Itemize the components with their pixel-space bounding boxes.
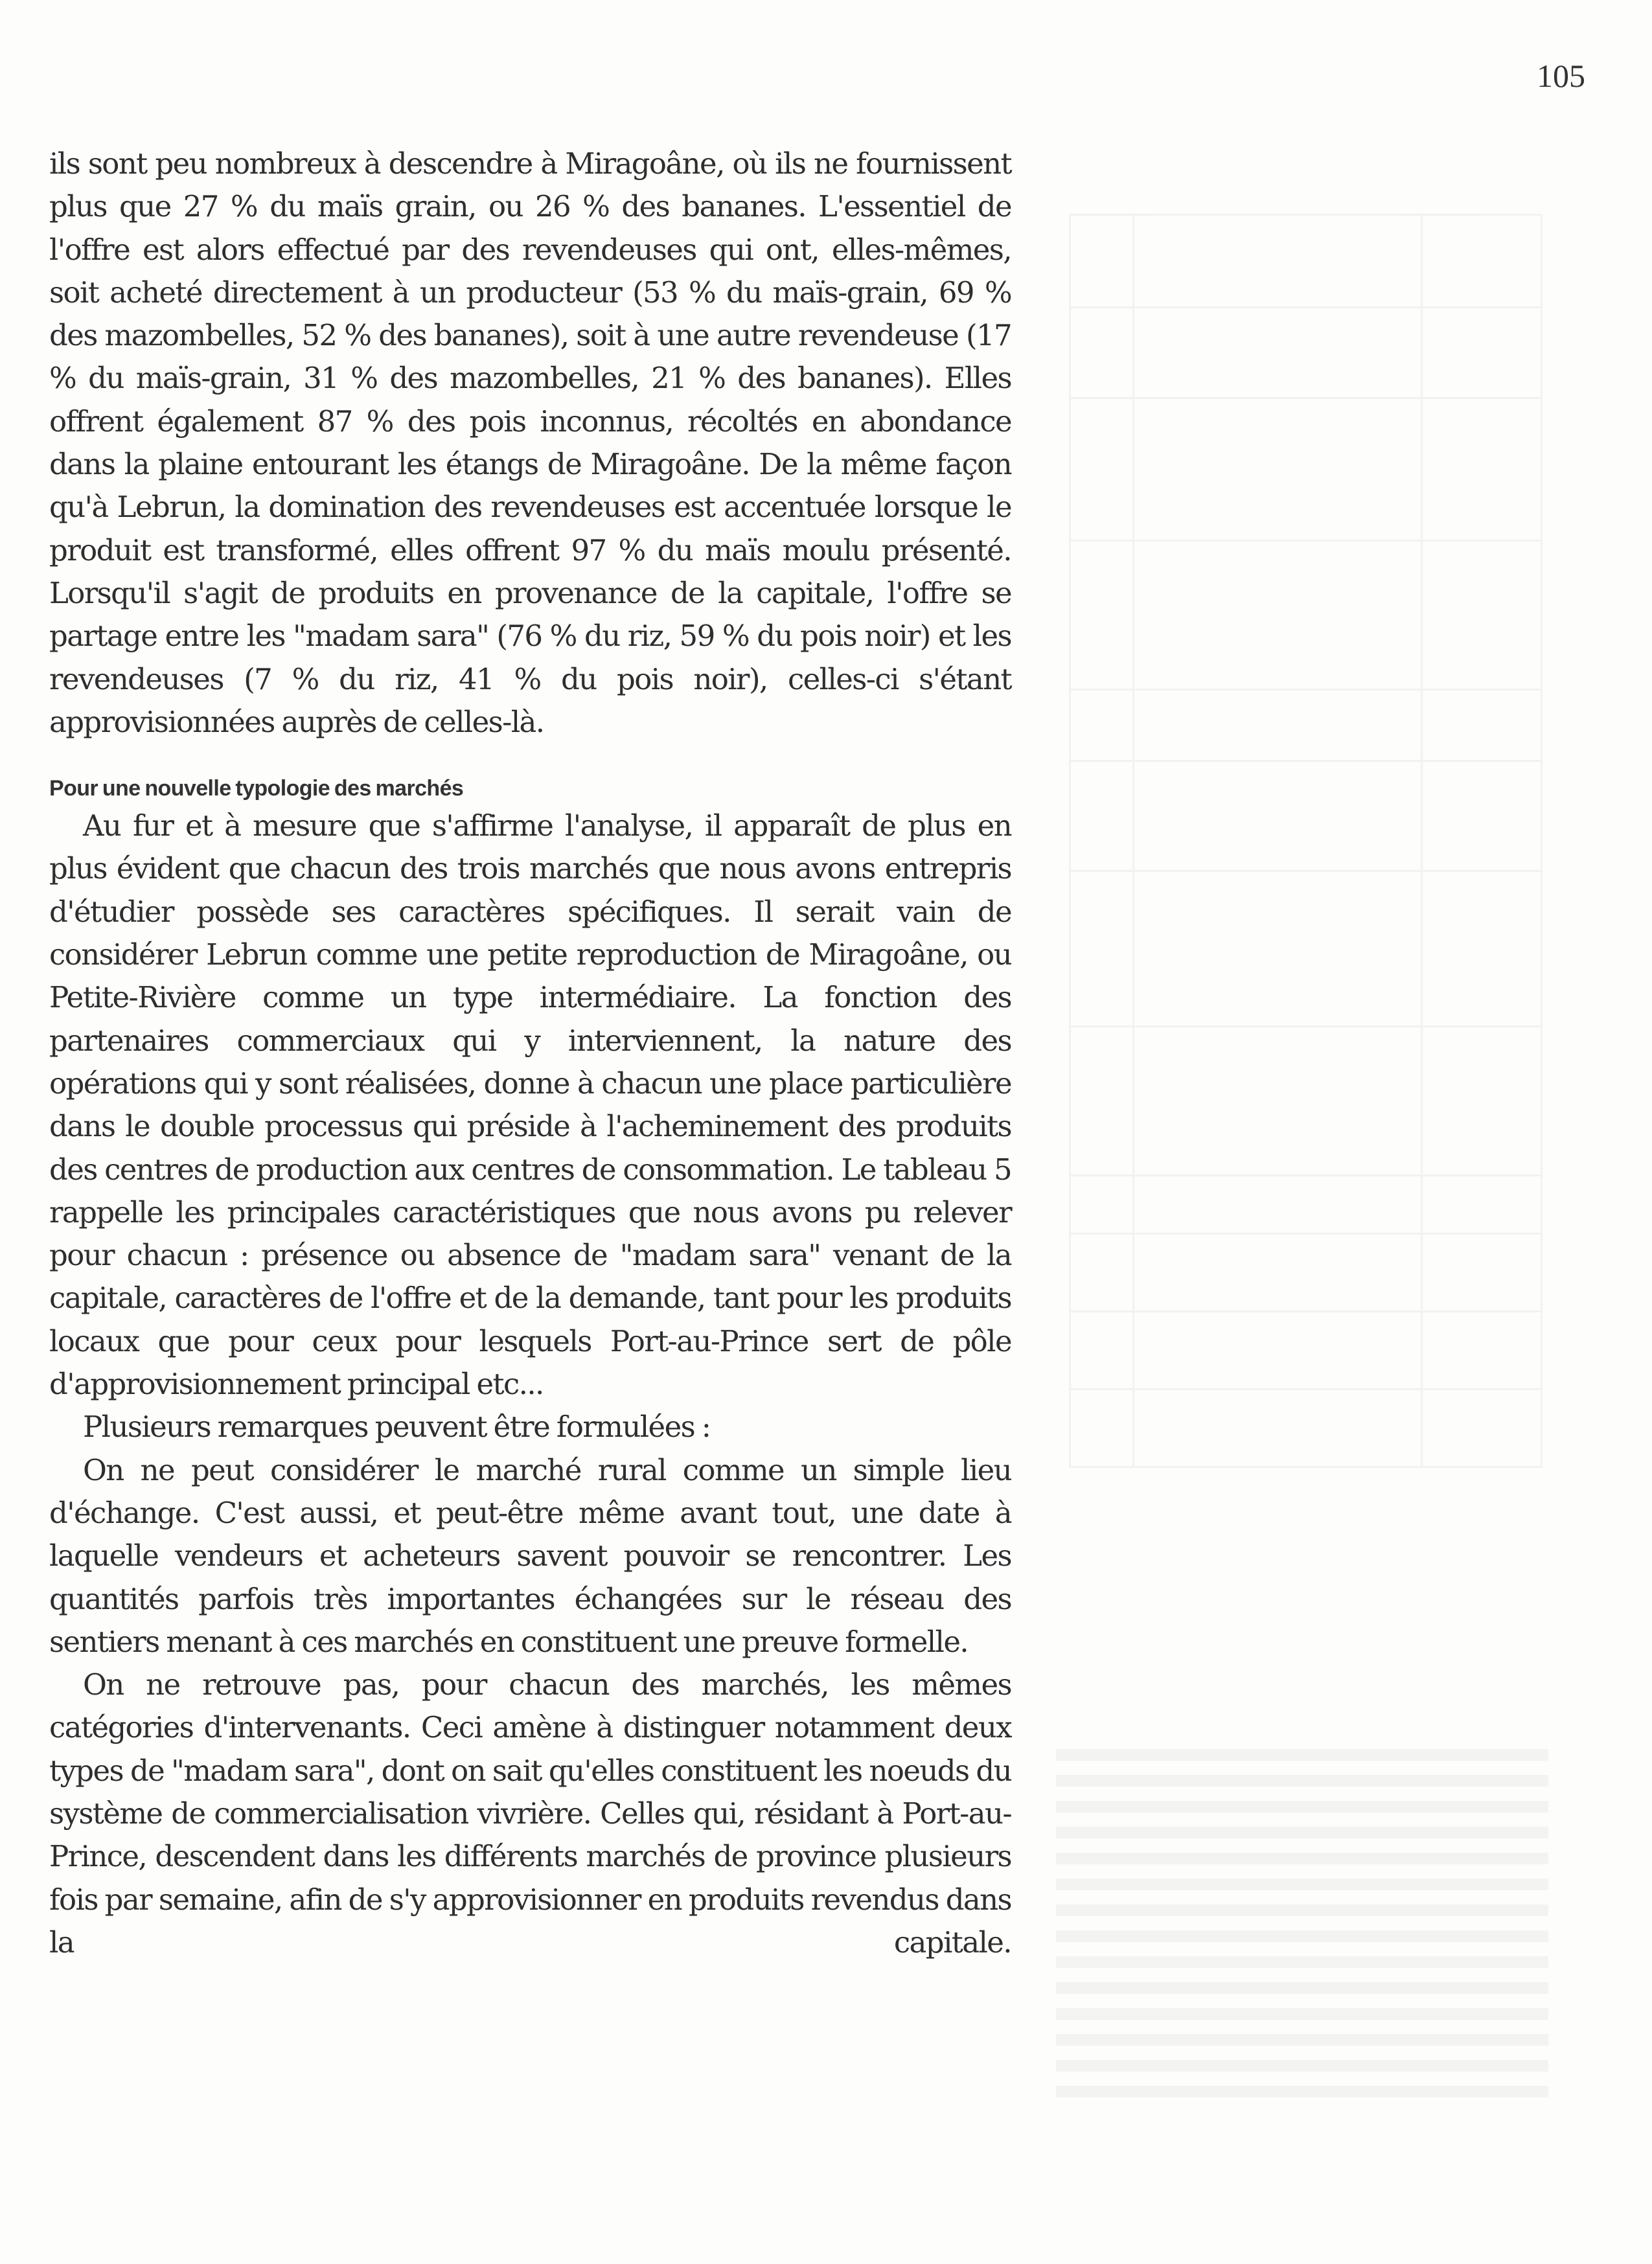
body-paragraph-3: Plusieurs remarques peuvent être formulées : — [83, 1410, 711, 1445]
section-heading: Pour une nouvelle typologie des marchés — [49, 776, 464, 801]
page-number: 105 — [1537, 58, 1585, 94]
bleed-through-text-block — [1056, 1749, 1548, 2112]
bleed-through-table — [1069, 214, 1543, 1468]
body-paragraph-5: On ne retrouve pas, pour chacun des marchés, les mêmes catégories d'intervenants. Ceci amène à distinguer notamment deux types de "madam sara", dont on sait qu'elles constituent les noeuds du système de commercialisation vivrière. Celles qui, résidant à Port-au-Prince, descendent dans les différents marchés de province plusieurs fois par semaine, afin de s'y approvisionner en produits revendus dans la capitale. — [49, 1667, 1011, 1960]
body-paragraph-4: On ne peut considérer le marché rural comme un simple lieu d'échange. C'est aussi, et peut-être même avant tout, une date à laquelle vendeurs et acheteurs savent pouvoir se rencontrer. Les quantités parfois très importantes échangées sur le réseau des sentiers menant à ces marchés en constituent une preuve formelle. — [49, 1452, 1011, 1659]
body-paragraph-2: Au fur et à mesure que s'affirme l'analyse, il apparaît de plus en plus évident que chacun des trois marchés que nous avons entrepris d'étudier possède ses caractères spécifiques. Il serait vain de considérer Lebrun comme une petite reproduction de Miragoâne, ou Petite-Rivière comme un type intermédiaire. La fonction des partenaires commerciaux qui y interviennent, la nature des opérations qui y sont réalisées, donne à chacun une place particulière dans le double processus qui préside à l'acheminement des produits des centres de production aux centres de consommation. Le tableau 5 rappelle les principales caractéristiques que nous avons pu relever pour chacun : présence ou absence de "madam sara" venant de la capitale, caractères de l'offre et de la demande, tant pour les produits locaux que pour ceux pour lesquels Port-au-Prince sert de pôle d'approvisionnement principal etc... — [49, 808, 1011, 1402]
body-paragraph-1: ils sont peu nombreux à descendre à Miragoâne, où ils ne fournissent plus que 27 % du maïs grain, ou 26 % des bananes. L'essentiel de l'offre est alors effectué par des revendeuses qui ont, elles-mêmes, soit acheté directement à un producteur (53 % du maïs-grain, 69 % des mazombelles, 52 % des bananes), soit à une autre revendeuse (17 % du maïs-grain, 31 % des mazombelles, 21 % des bananes). Elles offrent également 87 % des pois inconnus, récoltés en abondance dans la plaine entourant les étangs de Miragoâne. De la même façon qu'à Lebrun, la domination des revendeuses est accentuée lorsque le produit est transformé, elles offrent 97 % du maïs moulu présenté. Lorsqu'il s'agit de produits en provenance de la capitale, l'offre se partage entre les "madam sara" (76 % du riz, 59 % du pois noir) et les revendeuses (7 % du riz, 41 % du pois noir), celles-ci s'étant approvisionnées auprès de celles-là. — [49, 146, 1011, 739]
main-text-column — [49, 143, 1011, 1964]
